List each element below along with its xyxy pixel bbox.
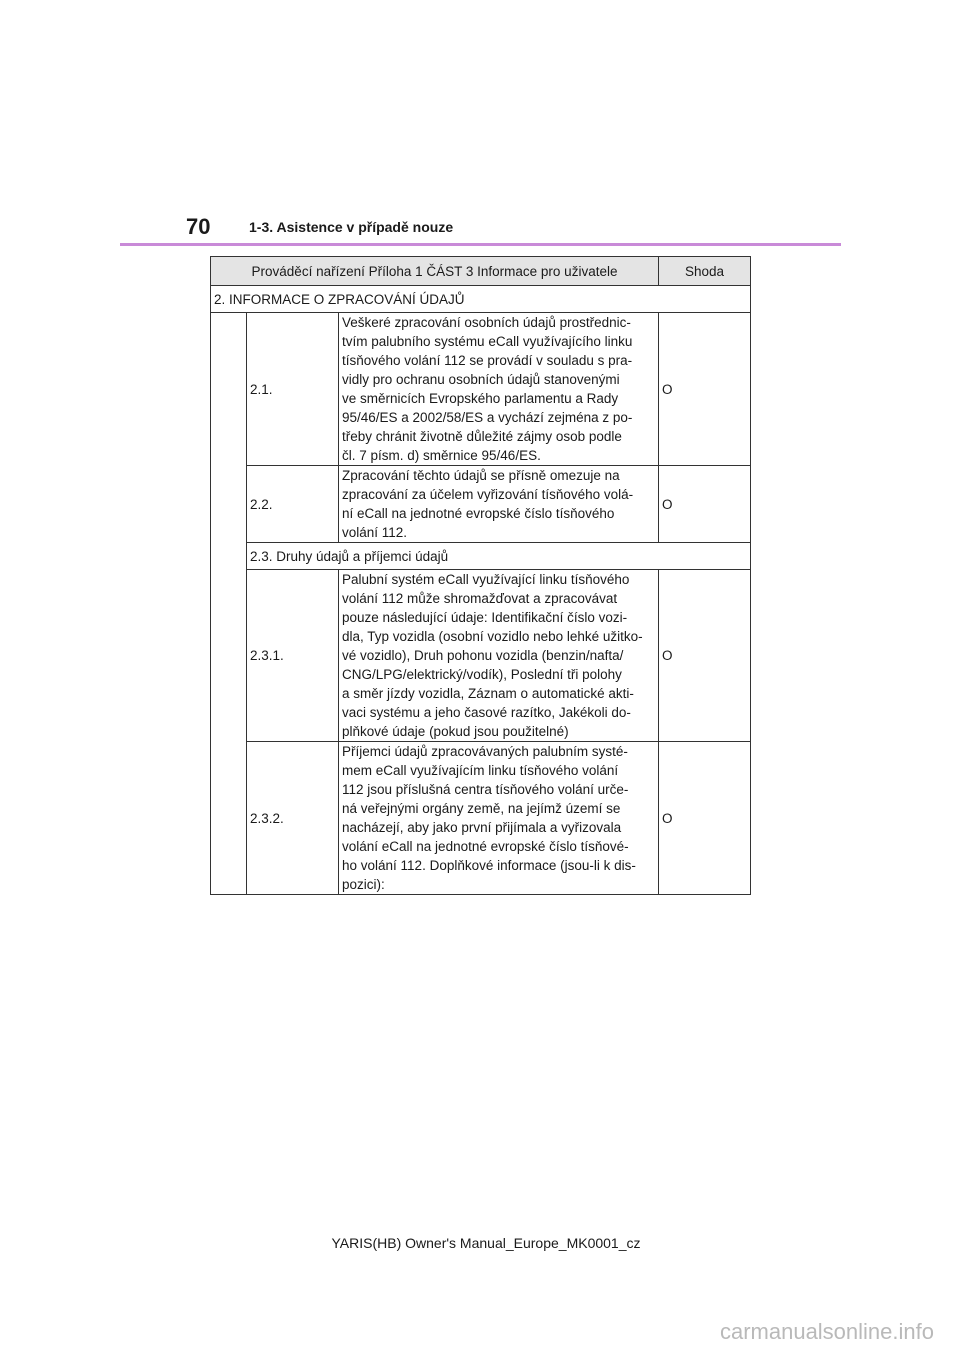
column-header-regulation: Prováděcí nařízení Příloha 1 ČÁST 3 Informace pro uživatele — [211, 257, 659, 286]
text-line: vaci systému a jeho časové razítko, Jakékoli do- — [342, 705, 631, 720]
section-title: 1-3. Asistence v případě nouze — [249, 219, 454, 235]
table-header-row — [211, 257, 751, 286]
text-line: pozici): — [342, 877, 385, 892]
item-number: 2.1. — [247, 313, 339, 466]
text-line: třeby chránit životně důležité zájmy osob podle — [342, 429, 622, 444]
text-line: ve směrnicích Evropského parlamentu a Rady — [342, 391, 619, 406]
text-line: ní eCall na jednotné evropské číslo tísňového — [342, 506, 615, 521]
text-line: mem eCall využívajícím linku tísňového volání — [342, 763, 619, 778]
table-row — [211, 742, 751, 895]
text-line: vé vozidlo), Druh pohonu vozidla (benzin/nafta/ — [342, 648, 624, 663]
item-description — [339, 466, 659, 543]
text-line: pouze následující údaje: Identifikační číslo vozi- — [342, 610, 628, 625]
watermark: carmanualsonline.info — [719, 1319, 934, 1344]
text-line: vidly pro ochranu osobních údajů stanovenými — [342, 372, 620, 387]
text-line: 112 jsou příslušná centra tísňového volání urče- — [342, 782, 629, 797]
text-line: volání 112 může shromažďovat a zpracovávat — [342, 591, 618, 606]
text-line: Příjemci údajů zpracovávaných palubním systé- — [342, 744, 628, 759]
text-line: volání eCall na jednotné evropské číslo tísňové- — [342, 839, 629, 854]
compliance-table — [210, 256, 751, 895]
text-line: ná veřejnými orgány země, na jejímž území se — [342, 801, 621, 816]
text-line: zpracování za účelem vyřizování tísňového volá- — [342, 487, 634, 502]
text-line: dla, Typ vozidla (osobní vozidlo nebo lehké užitko- — [342, 629, 643, 644]
text-line: čl. 7 písm. d) směrnice 95/46/ES. — [342, 448, 541, 463]
column-header-compliance: Shoda — [659, 257, 751, 286]
compliance-value: O — [659, 570, 751, 742]
item-number: 2.2. — [247, 466, 339, 543]
subsection-heading: 2.3. Druhy údajů a příjemci údajů — [247, 543, 751, 570]
text-line: tvím palubního systému eCall využívajícího linku — [342, 334, 633, 349]
text-line: volání 112. — [342, 525, 408, 540]
item-description — [339, 313, 659, 466]
text-line: Veškeré zpracování osobních údajů prostřednic- — [342, 315, 631, 330]
item-number: 2.3.1. — [247, 570, 339, 742]
compliance-value: O — [659, 466, 751, 543]
page-number: 70 — [186, 214, 211, 239]
text-line: tísňového volání 112 se provádí v souladu s pra- — [342, 353, 633, 368]
compliance-value: O — [659, 742, 751, 895]
header-divider — [120, 243, 841, 246]
section-row — [211, 286, 751, 313]
text-line: a směr jízdy vozidla, Záznam o automatické akti- — [342, 686, 634, 701]
text-line: 95/46/ES a 2002/58/ES a vychází zejména z po- — [342, 410, 633, 425]
section-heading: 2. INFORMACE O ZPRACOVÁNÍ ÚDAJŮ — [211, 286, 751, 313]
text-line: Zpracování těchto údajů se přísně omezuje na — [342, 468, 620, 483]
compliance-value: O — [659, 313, 751, 466]
text-line: nacházejí, aby jako první přijímala a vyřizovala — [342, 820, 622, 835]
text-line: Palubní systém eCall využívající linku tísňového — [342, 572, 630, 587]
footer-manual-id: YARIS(HB) Owner's Manual_Europe_MK0001_cz — [331, 1235, 641, 1251]
text-line: plňkové údaje (pokud jsou použitelné) — [342, 724, 569, 739]
indent-cell — [211, 313, 247, 895]
table-row — [211, 570, 751, 742]
item-number: 2.3.2. — [247, 742, 339, 895]
section-row — [211, 543, 751, 570]
table-row — [211, 313, 751, 466]
item-description — [339, 742, 659, 895]
item-description — [339, 570, 659, 742]
text-line: CNG/LPG/elektrický/vodík), Poslední tři polohy — [342, 667, 622, 682]
table-row — [211, 466, 751, 543]
text-line: ho volání 112. Doplňkové informace (jsou-li k dis- — [342, 858, 636, 873]
